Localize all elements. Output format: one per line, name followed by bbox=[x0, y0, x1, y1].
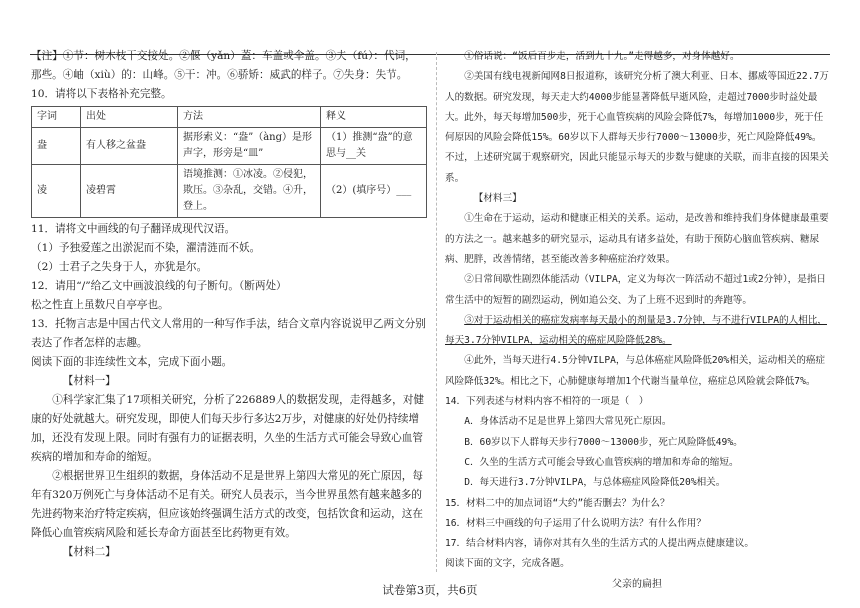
question-11-part-1: （1）予独爱莲之出淤泥而不染，濯清涟而不妖。 bbox=[31, 242, 261, 254]
material-1-heading: 【材料一】 bbox=[62, 375, 116, 387]
question-11-part-2: （2）士君子之失身于人，亦犹是尔。 bbox=[31, 261, 208, 273]
question-14-option-a: A．身体活动不足是世界上第四大常见死亡原因。 bbox=[464, 416, 672, 428]
table-cell: 凌碧霄 bbox=[81, 165, 178, 218]
table-row bbox=[32, 165, 427, 218]
question-14-option-c: C．久坐的生活方式可能会导致心血管疾病的增加和寿命的缩短。 bbox=[464, 456, 739, 468]
table-header: 释义 bbox=[321, 107, 427, 128]
underlined-sentence: ③对于运动相关的癌症发病率每天最小的剂量是3.7分钟，与不进行VILPA的人相比， bbox=[464, 314, 827, 326]
table-cell: 盎 bbox=[32, 128, 81, 165]
material-2-heading: 【材料二】 bbox=[62, 546, 116, 558]
table-header: 出处 bbox=[81, 107, 178, 128]
table-header: 方法 bbox=[178, 107, 321, 128]
reading-instruction-2: 阅读下面的文字，完成各题。 bbox=[445, 558, 570, 570]
table-cell: （2）(填序号）___ bbox=[321, 165, 427, 218]
question-12-text: 松之性直上虽数尺自亭亭也。 bbox=[31, 299, 169, 311]
question-14-option-b: B．60岁以下人群每天步行7000～13000步，死亡风险降低49%。 bbox=[464, 436, 743, 448]
column-divider bbox=[436, 52, 437, 572]
table-cell: （1）推测“盎”的意思与__关 bbox=[321, 128, 427, 165]
material-3-para-3 bbox=[445, 311, 829, 352]
annotation-note: 【注】①节：树木枝干交接处。②偃（yǎn）蓋：车盖或伞盖。③夫（fú）：代词， 那些。④岫（xiù）的：山峰。⑤干：冲。⑥骄矫：威武的样子。⑦失身：失节。 bbox=[31, 50, 422, 81]
material-1-para-2: ②根据世界卫生组织的数据，身体活动不足是世界上第四大常见的死亡原因，每年有320万例死亡与身体活动不足有关。研究人员表示，当今世界虽然有越来越多的先进药物来治疗特定疾病，但应该始终强调生活方式的改变，包括饮食和运动，这在降低心血管疾病风险和延长寿命方面甚至比药物更有效。 bbox=[31, 470, 423, 539]
table-row bbox=[32, 128, 427, 165]
left-column bbox=[31, 47, 427, 562]
material-3-para-2: ②日常间歇性剧烈体能活动（VILPA，定义为每次一阵活动不超过1或2分钟），是指日常生活中的短暂的剧烈运动，例如追公交、为了上班不迟到时的奔跑等。 bbox=[445, 274, 827, 306]
table-cell: 据形索义：“盎”（àng）是形声字，形旁是“皿” bbox=[178, 128, 321, 165]
material-3-para-1: ①生命在于运动，运动和健康正相关的关系。运动，是改善和维持我们身体健康最重要的方法之一。越来越多的研究显示，运动具有诸多益处，有助于预防心脑血管疾病、糖尿病、肥胖，改善情绪，甚至能改善多种癌症治疗效果。 bbox=[445, 213, 829, 265]
question-14-option-d: D．每天进行3.7分钟VILPA，与总体癌症风险降低20%相关。 bbox=[464, 477, 726, 489]
table-cell: 语境推测：①冰凌。②侵犯，欺压。③杂乱，交错。④升，登上。 bbox=[178, 165, 321, 218]
question-12: 12．请用“/”给乙文中画波浪线的句子断句。（断两处） bbox=[31, 280, 287, 292]
material-2-para-1: ①俗话说：“饭后百步走，活到九十九。”走得越多，对身体越好。 bbox=[464, 51, 740, 62]
right-column bbox=[445, 47, 829, 595]
vocab-table bbox=[31, 106, 427, 218]
table-header: 字词 bbox=[32, 107, 81, 128]
question-17: 17．结合材料内容，请你对其有久坐的生活方式的人提出两点健康建议。 bbox=[445, 538, 754, 550]
material-3-para-4: ④此外，当每天进行4.5分钟VILPA，与总体癌症风险降低20%相关，运动相关的癌症风险降低32%。相比之下，心肺健康每增加1个代谢当量单位，癌症总风险就会降低7%。 bbox=[445, 355, 826, 387]
reading-instruction: 阅读下面的非连续性文本，完成下面小题。 bbox=[31, 356, 233, 368]
question-13: 13．托物言志是中国古代文人常用的一种写作手法，结合文章内容说说甲乙两文分别表达了作者怎样的志趣。 bbox=[31, 318, 426, 349]
passage-title: 父亲的扁担 bbox=[612, 578, 662, 590]
question-15: 15．材料二中的加点词语“大约”能否删去？为什么？ bbox=[445, 497, 670, 509]
question-16: 16．材料三中画线的句子运用了什么说明方法？有什么作用？ bbox=[445, 517, 706, 529]
table-header-row bbox=[32, 107, 427, 128]
page-footer: 试卷第3页，共6页 bbox=[382, 583, 478, 597]
material-2-para-2: ②美国有线电视新闻网8日报道称，该研究分析了澳大利亚、日本、挪威等国近22.7万人的数据。研究发现，每天走大约4000步能显著降低早逝风险，走超过7000步时益处最大。此外，每天每增加500步，死于心血管疾病的风险会降低7%，每增加1000步，死于任何原因的风险会降低15%。60岁以下人群每天步行7000～13000步，死亡风险降低49%。不过，上述研究属于观察研究，因此只能显示每天的步数与健康的关联，而非直接的因果关系。 bbox=[445, 71, 829, 184]
question-11: 11．请将文中画线的句子翻译成现代汉语。 bbox=[31, 223, 236, 235]
material-3-heading: 【材料三】 bbox=[473, 193, 522, 205]
material-1-para-1: ①科学家汇集了17项相关研究，分析了226889人的数据发现，走得越多，对健康的好处就越大。研究发现，即使人们每天步行多达2万步，对健康的好处仍持续增加，还没有发现上限。同时有强有力的证据表明，久坐的生活方式可能会导致心血管疾病的增加和寿命的缩短。 bbox=[31, 394, 424, 463]
table-cell: 凌 bbox=[32, 165, 81, 218]
table-cell: 有人移之盆盎 bbox=[81, 128, 178, 165]
underlined-sentence-cont: 每天3.7分钟VILPA，运动相关的癌症风险降低28%。 bbox=[445, 335, 672, 347]
question-10: 10．请将以下表格补充完整。 bbox=[31, 88, 172, 100]
question-14: 14．下列表述与材料内容不相符的一项是（ ） bbox=[445, 396, 649, 408]
